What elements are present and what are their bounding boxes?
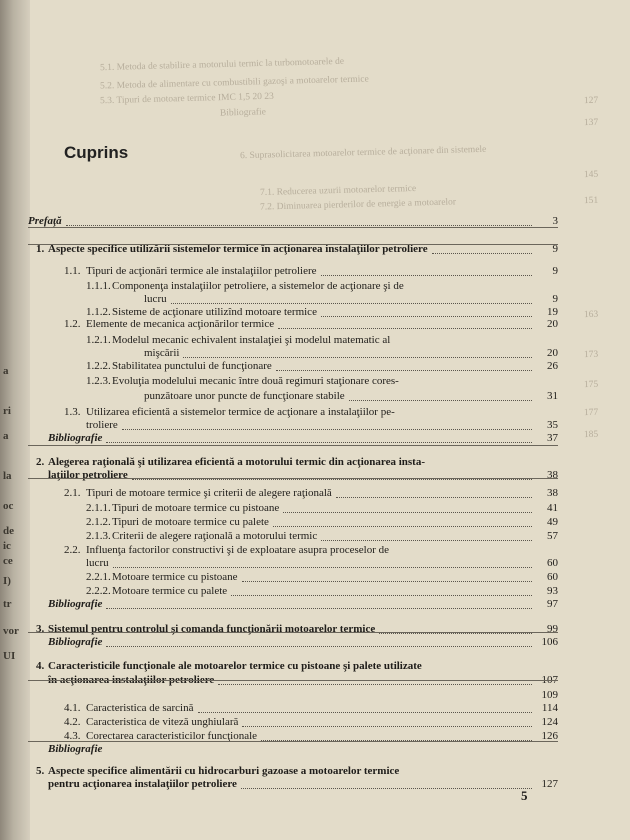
toc-entry-number: 2.1.2. (86, 516, 111, 528)
leader-dots (321, 540, 532, 541)
leader-dots (183, 357, 532, 358)
leader-dots (241, 788, 532, 789)
toc-entry-page: 57 (547, 530, 558, 542)
toc-entry-title: Sistemul pentru controlul şi comanda funcţionării motoarelor termice (48, 623, 376, 635)
toc-entry-number: 3. (36, 623, 45, 635)
leader-dots (276, 370, 532, 371)
section-rule (28, 244, 558, 245)
toc-entry-title: Motoare termice cu pistoane (112, 571, 238, 583)
leader-dots (171, 303, 532, 304)
toc-entry-page: 106 (541, 636, 558, 648)
toc-entry-title: Motoare termice cu palete (112, 585, 228, 597)
toc-entry-number: 1.1.2. (86, 306, 111, 318)
edge-mark: a (3, 365, 9, 377)
toc-entry-page: 97 (547, 598, 558, 610)
edge-mark: oc (3, 500, 14, 512)
toc-entry-page: 37 (547, 432, 558, 444)
leader-dots (349, 400, 532, 401)
toc-entry-number: 2.1.3. (86, 530, 111, 542)
toc-entry-number: 2.2.2. (86, 585, 111, 597)
toc-entry-page: 99 (547, 623, 558, 635)
toc-entry-page: 38 (547, 469, 558, 481)
toc-entry-title: pentru acţionarea instalaţiilor petroliere (48, 778, 237, 790)
toc-entry-title: Sisteme de acţionare utilizînd motoare termice (112, 306, 317, 318)
ghost-page: 175 (583, 379, 599, 391)
leader-dots (113, 567, 532, 568)
section-rule (28, 632, 558, 633)
toc-entry-number: 1.2.3. (86, 375, 111, 387)
edge-mark: la (3, 470, 12, 482)
edge-mark: ri (3, 405, 11, 417)
leader-dots (132, 479, 532, 480)
toc-entry-page: 19 (547, 306, 558, 318)
leader-dots (106, 646, 532, 647)
toc-entry-title: mişcării (144, 347, 180, 359)
leader-dots (273, 526, 532, 527)
toc-entry-number: 4.2. (64, 716, 81, 728)
toc-entry-page: 107 (541, 674, 558, 686)
edge-mark: tr (3, 598, 12, 610)
toc-entry-number: 1.3. (64, 406, 81, 418)
toc-entry-title: Evoluţia modelului mecanic între două regimuri staţionare cores- (112, 375, 399, 387)
toc-entry-page: 31 (547, 390, 558, 402)
ghost-line: 5.1. Metoda de stabilire a motorului termic la turbomotoarele de (99, 56, 345, 74)
toc-entry-title: Aspecte specifice alimentării cu hidrocarburi gazoase a motoarelor termice (48, 765, 400, 777)
ghost-page: 137 (583, 117, 599, 129)
section-rule (28, 478, 558, 479)
toc-entry-title: Utilizarea eficientă a sistemelor termice de acţionare a instalaţiilor pe- (86, 406, 395, 418)
edge-mark: ce (3, 555, 13, 567)
ghost-page: 173 (583, 349, 599, 361)
toc-entry-number: 4.1. (64, 702, 81, 714)
toc-entry-title: în acţionarea instalaţiilor petroliere (48, 674, 215, 686)
toc-entry-page: 127 (541, 778, 558, 790)
toc-entry-page: 9 (552, 265, 558, 277)
toc-entry-title: lucru (86, 557, 109, 569)
toc-entry-number: 1.2. (64, 318, 81, 330)
edge-mark: UI (3, 650, 16, 662)
toc-entry-title: Bibliografie (48, 598, 103, 610)
toc-entry-page: 60 (547, 557, 558, 569)
toc-entry-title: Caracteristica de viteză unghiulară (86, 716, 239, 728)
toc-entry-page: 124 (541, 716, 558, 728)
toc-entry-page: 49 (547, 516, 558, 528)
toc-entry-page: 109 (541, 689, 558, 701)
ghost-line: Bibliografie (219, 107, 267, 119)
toc-entry-number: 2.2.1. (86, 571, 111, 583)
leader-dots (283, 512, 532, 513)
toc-entry-number: 2.2. (64, 544, 81, 556)
toc-entry-page: 20 (547, 318, 558, 330)
leader-dots (432, 253, 532, 254)
section-rule (28, 680, 558, 681)
toc-entry-page: 126 (541, 730, 558, 742)
toc-entry-title: Bibliografie (48, 636, 103, 648)
leader-dots (66, 225, 532, 226)
toc-entry-title: Corectarea caracteristicilor funcţionale (86, 730, 258, 742)
ghost-page: 151 (583, 195, 599, 207)
toc-entry-page: 9 (552, 243, 558, 255)
toc-entry-number: 1.2.2. (86, 360, 111, 372)
toc-entry-page: 38 (547, 487, 558, 499)
toc-entry-number: 1. (36, 243, 45, 255)
toc-entry-page: 93 (547, 585, 558, 597)
toc-entry-title: Componenţa instalaţiilor petroliere, a sistemelor de acţionare şi de (112, 280, 404, 292)
edge-mark: a (3, 430, 9, 442)
toc-entry-title: Elemente de mecanica acţionărilor termice (86, 318, 275, 330)
toc-entry-page: 35 (547, 419, 558, 431)
toc-entry-title: Bibliografie (48, 432, 103, 444)
section-rule (28, 445, 558, 446)
toc-entry-title: Stabilitatea punctului de funcţionare (112, 360, 272, 372)
toc-entry-title: Bibliografie (48, 743, 103, 755)
ghost-line: 7.2. Diminuarea pierderilor de energie a motoarelor (259, 197, 457, 213)
toc-entry-page: 26 (547, 360, 558, 372)
leader-dots (321, 275, 532, 276)
toc-entry-title: Modelul mecanic echivalent instalaţiei şi modelul matematic al (112, 334, 391, 346)
toc-entry-number: 4.3. (64, 730, 81, 742)
toc-entry-title: troliere (86, 419, 118, 431)
toc-entry-title: Aspecte specifice utilizării sistemelor termice în acţionarea instalaţiilor petroliere (48, 243, 428, 255)
toc-entry-page: 41 (547, 502, 558, 514)
leader-dots (122, 429, 532, 430)
toc-entry-title: laţiilor petroliere (48, 469, 128, 481)
leader-dots (242, 726, 532, 727)
toc-entry-title: Tipuri de motoare termice şi criterii de alegere raţională (86, 487, 332, 499)
page-number: 5 (521, 788, 528, 803)
toc-entry-number: 1.1.1. (86, 280, 111, 292)
toc-entry-title: punzătoare unor puncte de funcţionare stabile (144, 390, 345, 402)
leader-dots (218, 684, 532, 685)
edge-mark: ic (3, 540, 11, 552)
toc-entry-title: Tipuri de motoare termice cu pistoane (112, 502, 280, 514)
leader-dots (321, 316, 532, 317)
leader-dots (106, 608, 532, 609)
toc-entry-title: Prefaţă (28, 215, 62, 227)
section-rule (28, 227, 558, 228)
toc-entry-page: 20 (547, 347, 558, 359)
toc-entry-page: 114 (541, 702, 558, 714)
toc-entry-title: Alegerea raţională şi utilizarea eficientă a motorului termic din acţionarea insta- (48, 456, 425, 468)
toc-entry-number: 2. (36, 456, 45, 468)
section-rule (28, 741, 558, 742)
leader-dots (106, 442, 532, 443)
toc-entry-title: Caracteristicile funcţionale ale motoarelor termice cu pistoane şi palete utilizate (48, 660, 422, 672)
leader-dots (231, 595, 532, 596)
edge-mark: I) (3, 575, 11, 587)
toc-entry-number: 5. (36, 765, 45, 777)
leader-dots (242, 581, 532, 582)
leader-dots (198, 712, 533, 713)
toc-entry-number: 4. (36, 660, 45, 672)
toc-entry-page: 9 (552, 293, 558, 305)
edge-mark: de (3, 525, 14, 537)
ghost-page: 145 (583, 169, 599, 181)
ghost-line: 7.1. Reducerea uzurii motoarelor termice (259, 183, 417, 199)
ghost-line: 5.3. Tipuri de motoare termice IMC 1,5 20 23 (99, 91, 274, 107)
ghost-page: 177 (583, 407, 599, 419)
ghost-page: 163 (583, 309, 599, 321)
ghost-page: 127 (583, 95, 599, 107)
toc-entry-page: 60 (547, 571, 558, 583)
edge-mark: vor (3, 625, 19, 637)
toc-entry-number: 1.2.1. (86, 334, 111, 346)
toc-entry-number: 2.1.1. (86, 502, 111, 514)
ghost-page: 185 (583, 429, 599, 441)
toc-entry-title: lucru (144, 293, 167, 305)
toc-entry-page: 3 (552, 215, 558, 227)
toc-entry-number: 1.1. (64, 265, 81, 277)
toc-entry-title: Criterii de alegere raţională a motorului termic (112, 530, 318, 542)
toc-entry-number: 2.1. (64, 487, 81, 499)
toc-entry-title: Caracteristica de sarcină (86, 702, 194, 714)
page-title: Cuprins (64, 143, 129, 162)
toc-entry-title: Influenţa factorilor constructivi şi de exploatare asupra proceselor de (86, 544, 389, 556)
leader-dots (278, 328, 532, 329)
ghost-line: 6. Suprasolicitarea motoarelor termice de acţionare din sistemele (239, 144, 487, 162)
leader-dots (379, 633, 532, 634)
toc-entry-title: Tipuri de acţionări termice ale instalaţiilor petroliere (86, 265, 317, 277)
leader-dots (336, 497, 532, 498)
toc-entry-title: Tipuri de motoare termice cu palete (112, 516, 269, 528)
ghost-line: 5.2. Metoda de alimentare cu combustibili gazoşi a motoarelor termice (99, 74, 369, 92)
